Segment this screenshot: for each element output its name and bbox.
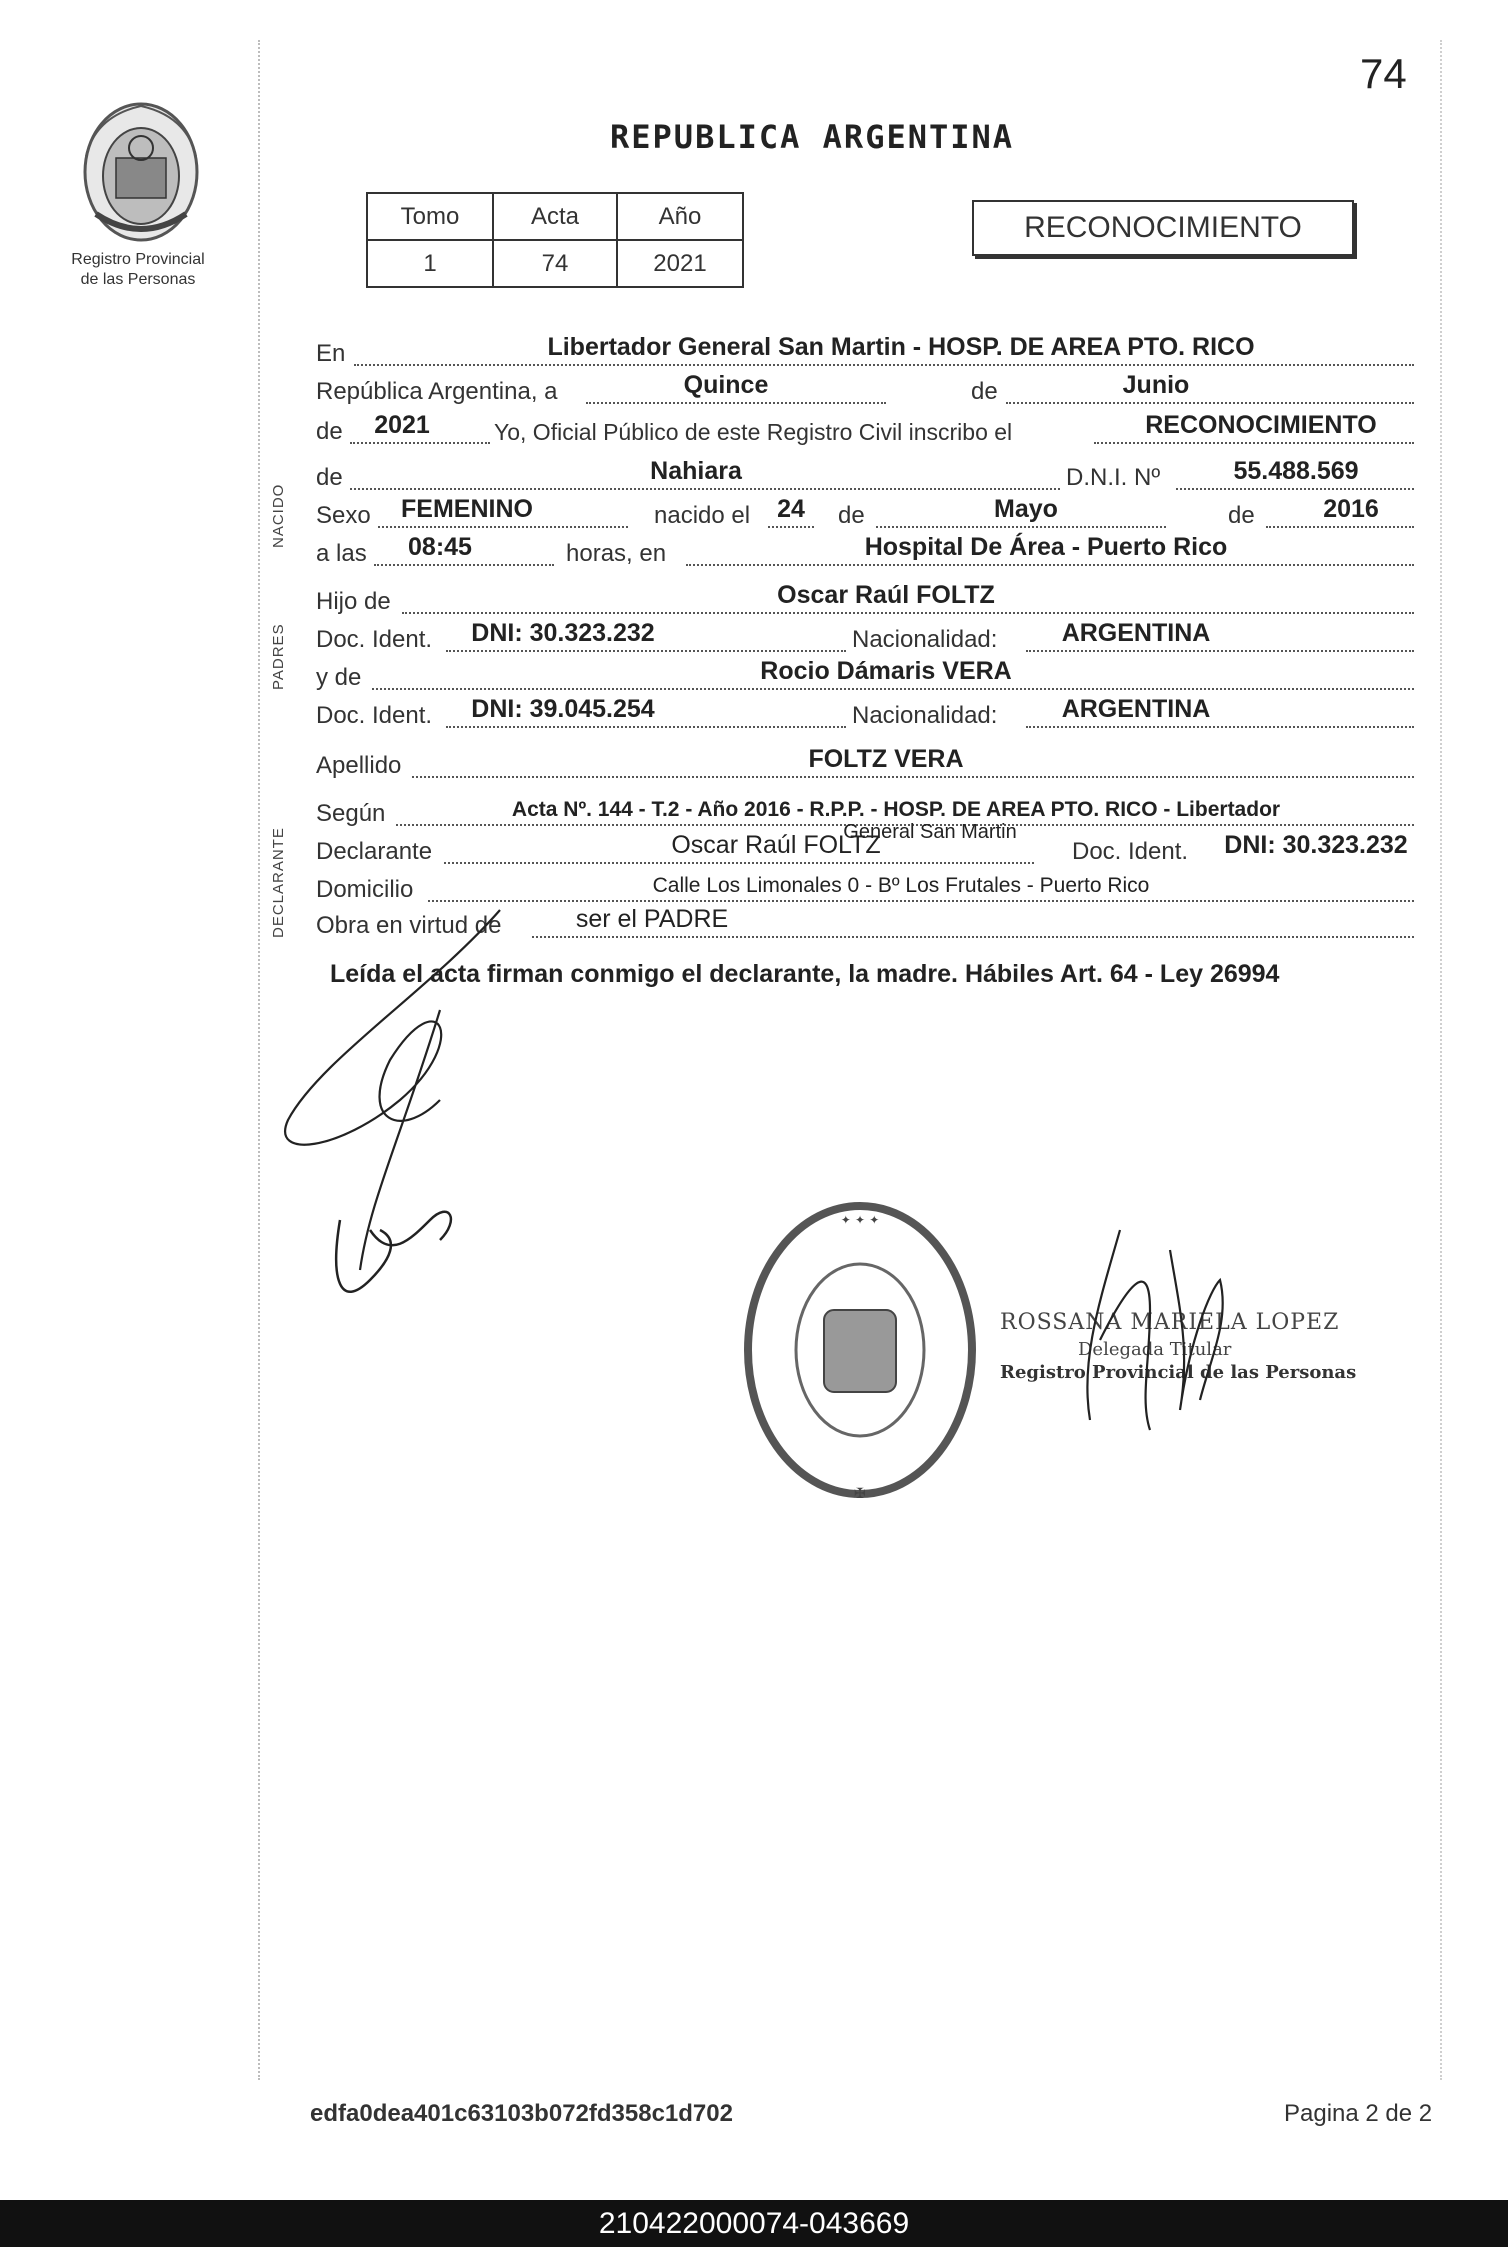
reference-table — [366, 192, 744, 288]
row-sexo — [316, 494, 1416, 534]
dotted-fill — [1026, 726, 1414, 728]
footer-code-bar: 210422000074-043669 — [0, 2200, 1508, 2247]
ref-value-ano: 2021 — [617, 240, 743, 287]
dotted-fill — [354, 364, 1414, 366]
label-de-birth: de — [838, 502, 865, 529]
value-year: 2021 — [374, 411, 430, 439]
official-signature — [1040, 1220, 1300, 1440]
dotted-fill — [444, 862, 1034, 864]
dotted-fill — [446, 650, 846, 652]
official-role: Delegada Titular — [1078, 1339, 1232, 1360]
declarant-signature — [280, 900, 800, 1400]
row-yde — [316, 656, 1416, 696]
ref-value-acta: 74 — [493, 240, 617, 287]
label-segun: Según — [316, 800, 386, 827]
label-alas: a las — [316, 540, 367, 567]
label-dni: D.N.I. Nº — [1066, 464, 1161, 491]
dotted-fill — [378, 526, 628, 528]
label-docident-declarante: Doc. Ident. — [1072, 838, 1189, 865]
row-mother-doc — [316, 694, 1416, 734]
label-de-birthyear: de — [1228, 502, 1255, 529]
dotted-fill — [402, 612, 1414, 614]
closing-statement: Leída el acta firman conmigo el declarante, la madre. Hábiles Art. 64 - Ley 26994 — [330, 960, 1280, 988]
label-en: En — [316, 340, 346, 367]
registry-caption-line1: Registro Provincial — [71, 251, 205, 268]
value-sexo: FEMENINO — [401, 495, 533, 523]
value-mother-nat: ARGENTINA — [1061, 695, 1211, 723]
value-name: Nahiara — [650, 457, 742, 485]
value-birth-day: 24 — [777, 495, 805, 523]
value-father-doc: DNI: 30.323.232 — [471, 619, 655, 647]
value-obra: ser el PADRE — [575, 905, 729, 933]
ref-header-acta: Acta — [493, 193, 617, 240]
side-label-nacido: NACIDO — [270, 483, 287, 548]
value-mother-doc: DNI: 39.045.254 — [471, 695, 655, 723]
province-seal-logo — [76, 96, 206, 246]
left-margin-line — [258, 40, 260, 2080]
official-stamp — [742, 1200, 978, 1506]
ref-header-tomo: Tomo — [367, 193, 493, 240]
value-apellido: FOLTZ VERA — [808, 745, 964, 773]
document-hash: edfa0dea401c63103b072fd358c1d702 — [310, 2100, 733, 2127]
row-declarante — [316, 821, 1416, 870]
label-docident: Doc. Ident. — [316, 626, 433, 653]
side-label-declarante: DECLARANTE — [270, 827, 287, 938]
page-number: 74 — [1360, 50, 1407, 97]
svg-text:✦ ✦ ✦: ✦ ✦ ✦ — [840, 1213, 880, 1227]
dotted-fill — [686, 564, 1414, 566]
value-declarante: Oscar Raúl FOLTZ — [671, 831, 881, 859]
value-place: Hospital De Área - Puerto Rico — [864, 533, 1228, 561]
official-name: ROSSANA MARIELA LOPEZ — [1000, 1310, 1340, 1335]
row-year — [316, 410, 1416, 450]
act-type-box: RECONOCIMIENTO — [972, 200, 1354, 256]
label-declarante: Declarante — [316, 838, 433, 865]
value-declarante-doc: DNI: 30.323.232 — [1224, 831, 1408, 859]
page-indicator: Pagina 2 de 2 — [1284, 2100, 1433, 2127]
dotted-fill — [350, 442, 490, 444]
row-republica — [316, 370, 1416, 410]
dotted-fill — [1176, 488, 1414, 490]
value-en: Libertador General San Martin - HOSP. DE AREA PTO. RICO — [547, 333, 1255, 361]
registry-caption-line2: de las Personas — [80, 271, 196, 288]
value-segun: Acta Nº. 144 - T.2 - Año 2016 - R.P.P. - HOSP. DE AREA PTO. RICO - Libertador — [511, 798, 1281, 821]
value-month: Junio — [1122, 371, 1190, 399]
label-obra: Obra en virtud de — [316, 912, 502, 939]
value-day: Quince — [683, 371, 769, 399]
dotted-fill — [768, 526, 814, 528]
row-name — [316, 456, 1416, 496]
svg-text:✠: ✠ — [854, 1486, 866, 1502]
label-nacionalidad: Nacionalidad: — [852, 626, 998, 653]
dotted-fill — [1006, 402, 1414, 404]
ref-header-ano: Año — [617, 193, 743, 240]
official-org: Registro Provincial de las Personas — [1000, 1362, 1357, 1383]
dotted-fill — [1266, 526, 1414, 528]
label-horas: horas, en — [566, 540, 667, 567]
row-en — [316, 332, 1416, 372]
dotted-fill — [586, 402, 886, 404]
dotted-fill — [372, 688, 1414, 690]
label-de-name: de — [316, 464, 343, 491]
label-de-year: de — [316, 418, 343, 445]
value-segun-cont: General San Martin — [843, 821, 1017, 843]
value-domicilio: Calle Los Limonales 0 - Bº Los Frutales - Puerto Rico — [652, 874, 1150, 897]
value-father: Oscar Raúl FOLTZ — [777, 581, 995, 609]
label-republica: República Argentina, a — [316, 378, 558, 405]
label-yde: y de — [316, 664, 362, 691]
row-hora — [316, 532, 1416, 572]
side-label-padres: PADRES — [270, 623, 287, 690]
value-father-nat: ARGENTINA — [1061, 619, 1211, 647]
row-hijo — [316, 580, 1416, 620]
label-hijo: Hijo de — [316, 588, 391, 615]
label-yo: Yo, Oficial Público de este Registro Civil inscribo el — [494, 419, 1013, 445]
value-mother: Rocio Dámaris VERA — [760, 657, 1012, 685]
value-hour: 08:45 — [408, 533, 472, 561]
dotted-fill — [446, 726, 846, 728]
label-apellido: Apellido — [316, 752, 402, 779]
label-nacionalidad-mother: Nacionalidad: — [852, 702, 998, 729]
dotted-fill — [374, 564, 554, 566]
dotted-fill — [876, 526, 1166, 528]
label-nacido: nacido el — [654, 502, 751, 529]
value-birth-month: Mayo — [994, 495, 1058, 523]
label-domicilio: Domicilio — [316, 876, 414, 903]
dotted-fill — [412, 776, 1414, 778]
dotted-fill — [1026, 650, 1414, 652]
dotted-fill — [350, 488, 1060, 490]
document-title: REPUBLICA ARGENTINA — [610, 118, 1015, 156]
label-docident-mother: Doc. Ident. — [316, 702, 433, 729]
row-apellido — [316, 744, 1416, 784]
right-margin-line — [1440, 40, 1442, 2080]
registry-caption — [40, 250, 236, 290]
label-de: de — [971, 378, 998, 405]
value-birth-year: 2016 — [1323, 495, 1379, 523]
value-dni: 55.488.569 — [1233, 457, 1359, 485]
ref-value-tomo: 1 — [367, 240, 493, 287]
row-father-doc — [316, 618, 1416, 658]
label-sexo: Sexo — [316, 502, 371, 529]
dotted-fill — [1094, 442, 1414, 444]
value-inscribo: RECONOCIMIENTO — [1145, 411, 1377, 439]
